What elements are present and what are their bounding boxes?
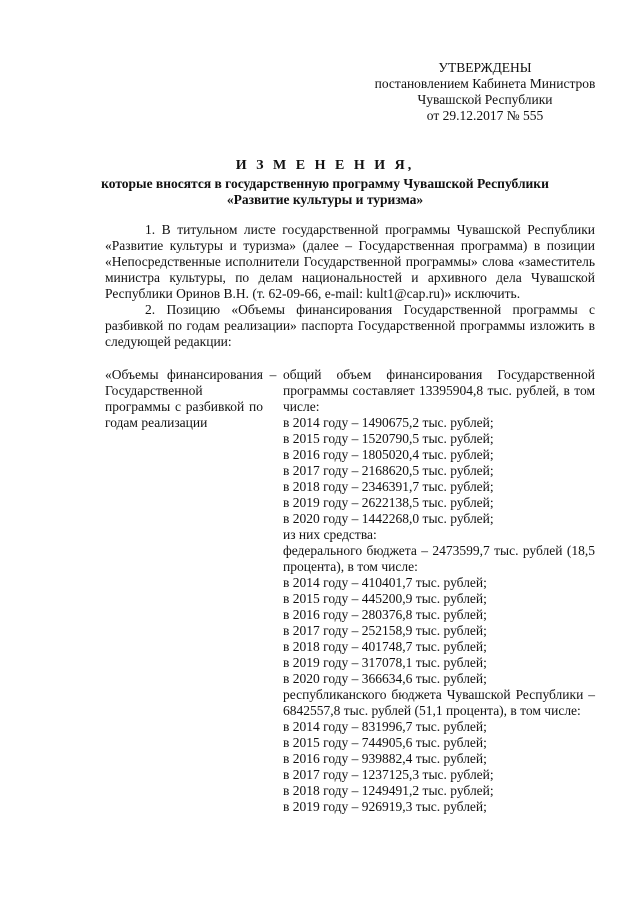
list-item: в 2019 году – 926919,3 тыс. рублей; xyxy=(283,799,487,814)
approval-title: УТВЕРЖДЕНЫ xyxy=(438,60,532,75)
list-item: в 2016 году – 939882,4 тыс. рублей; xyxy=(283,751,487,766)
document-title xyxy=(60,158,590,208)
paragraph-1: 1. В титульном листе государственной программы Чувашской Республики «Развитие культуры и туризма» (далее – Государственная программа) в позиции «Непосредственные исполнители Государственной программы» слова «заместитель министра культуры, по делам национальностей и архивного дела Чувашской Республики Оринов В.Н. (т. 62-09-66, e-mail: kult1@cap.ru)» исключить. xyxy=(105,222,595,301)
list-item: в 2017 году – 1237125,3 тыс. рублей; xyxy=(283,767,494,782)
passport-label: «Объемы финансирования Государственной программы с разбивкой по годам реализации xyxy=(105,367,263,430)
list-item: в 2014 году – 831996,7 тыс. рублей; xyxy=(283,719,487,734)
list-item: в 2018 году – 1249491,2 тыс. рублей; xyxy=(283,783,494,798)
document-subtitle-line2: «Развитие культуры и туризма» xyxy=(226,192,424,207)
list-item: в 2018 году – 2346391,7 тыс. рублей; xyxy=(283,479,494,494)
list-item: в 2014 году – 410401,7 тыс. рублей; xyxy=(283,575,487,590)
list-item: в 2016 году – 280376,8 тыс. рублей; xyxy=(283,607,487,622)
passport-dash: – xyxy=(269,367,277,382)
list-item: в 2017 году – 252158,9 тыс. рублей; xyxy=(283,623,487,638)
list-item: в 2014 году – 1490675,2 тыс. рублей; xyxy=(283,415,494,430)
total-financing: общий объем финансирования Государственной программы составляет 13395904,8 тыс. рублей, в том числе: xyxy=(283,367,595,414)
federal-budget: федерального бюджета – 2473599,7 тыс. рублей (18,5 процента), в том числе: xyxy=(283,543,595,574)
amendment-paragraphs xyxy=(105,222,595,350)
approval-date-number: от 29.12.2017 № 555 xyxy=(426,108,544,123)
approval-stamp xyxy=(360,60,610,124)
list-item: в 2019 году – 317078,1 тыс. рублей; xyxy=(283,655,487,670)
list-item: в 2020 году – 366634,6 тыс. рублей; xyxy=(283,671,487,686)
funding-sources-heading: из них средства: xyxy=(283,527,377,542)
list-item: в 2015 году – 445200,9 тыс. рублей; xyxy=(283,591,487,606)
list-item: в 2016 году – 1805020,4 тыс. рублей; xyxy=(283,447,494,462)
republican-budget: республиканского бюджета Чувашской Республики – 6842557,8 тыс. рублей (51,1 процента), в том числе: xyxy=(283,687,595,718)
list-item: в 2017 году – 2168620,5 тыс. рублей; xyxy=(283,463,494,478)
list-item: в 2020 году – 1442268,0 тыс. рублей; xyxy=(283,511,494,526)
list-item: в 2015 году – 1520790,5 тыс. рублей; xyxy=(283,431,494,446)
approval-authority: постановлением Кабинета Министров xyxy=(374,76,596,91)
paragraph-2: 2. Позицию «Объемы финансирования Государственной программы с разбивкой по годам реализации» паспорта Государственной программы изложить в следующей редакции: xyxy=(105,302,595,349)
list-item: в 2015 году – 744905,6 тыс. рублей; xyxy=(283,735,487,750)
document-heading: И З М Е Н Е Н И Я, xyxy=(235,158,415,173)
approval-republic: Чувашской Республики xyxy=(417,92,553,107)
list-item: в 2019 году – 2622138,5 тыс. рублей; xyxy=(283,495,494,510)
list-item: в 2018 году – 401748,7 тыс. рублей; xyxy=(283,639,487,654)
passport-content xyxy=(283,367,595,815)
document-subtitle-line1: которые вносятся в государственную программу Чувашской Республики xyxy=(101,176,549,191)
